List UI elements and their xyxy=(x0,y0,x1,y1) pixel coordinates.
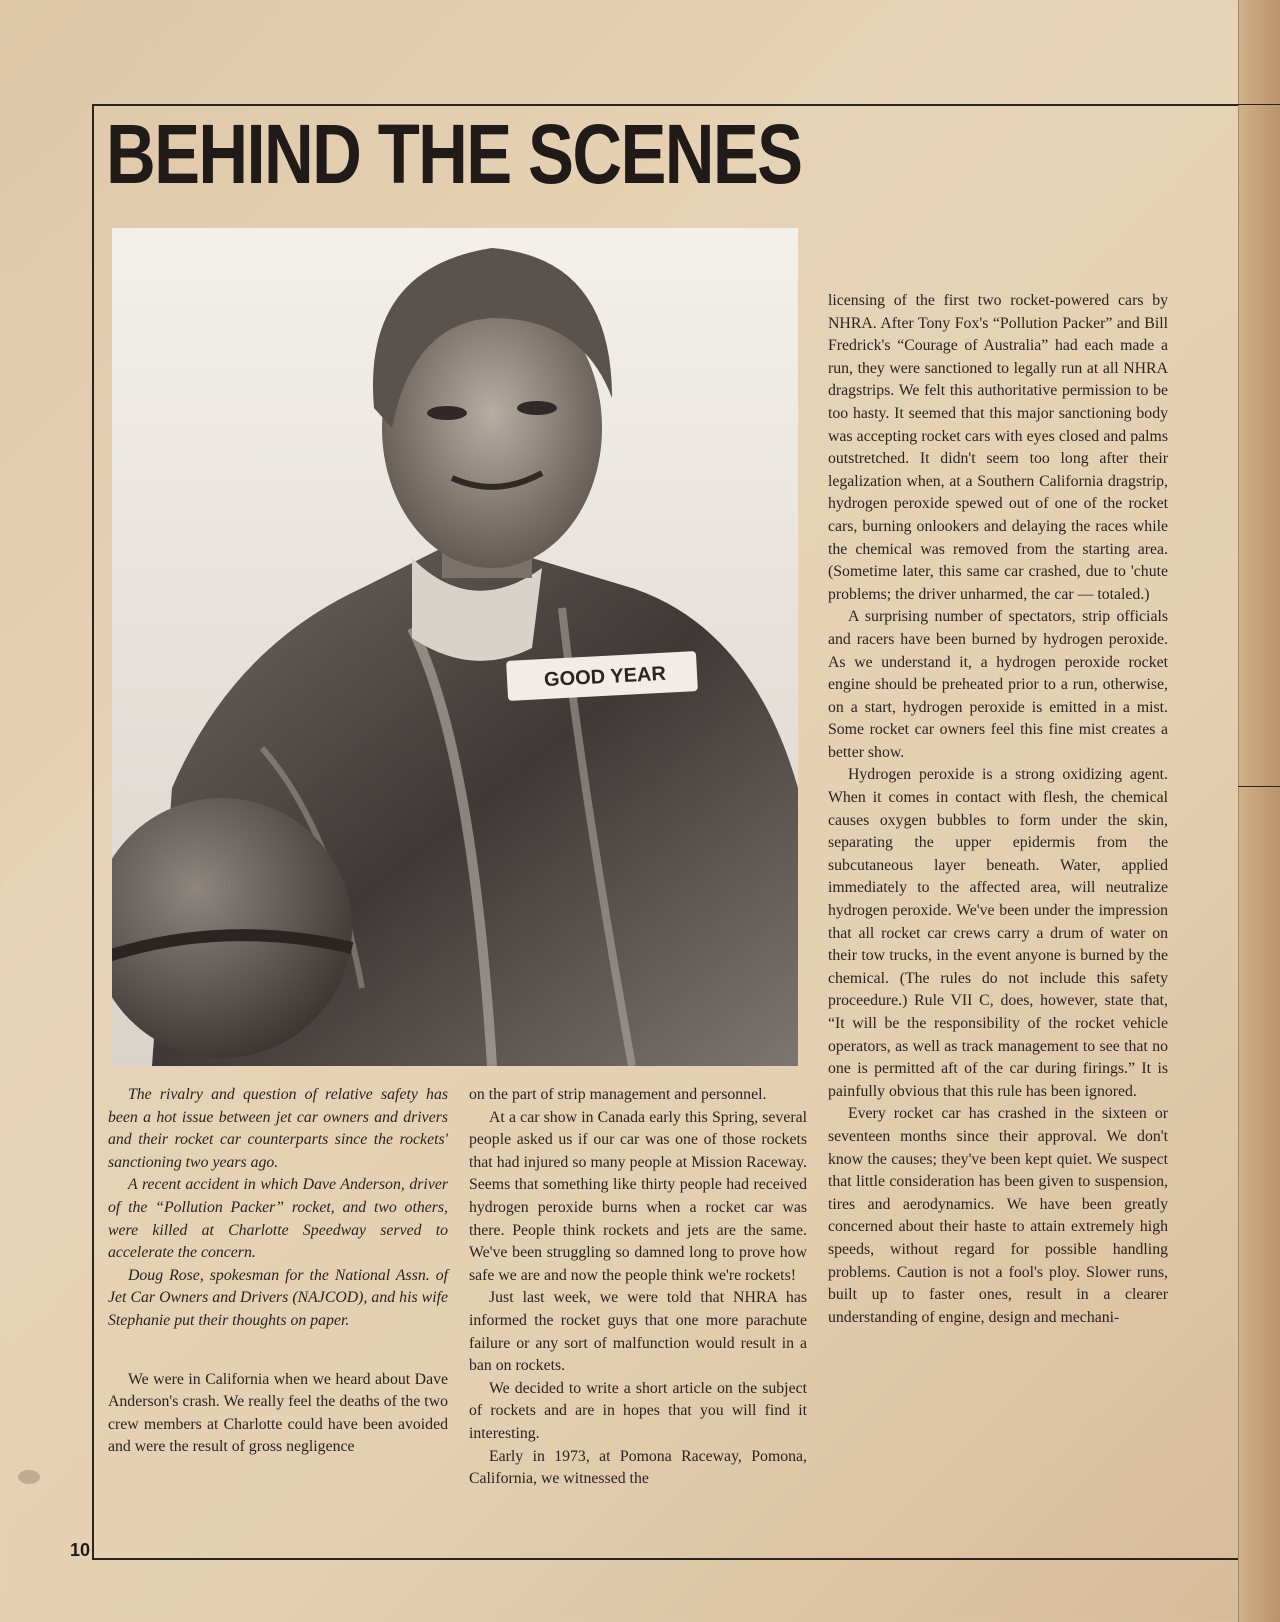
body-paragraph: Hydrogen peroxide is a strong oxidizing agent. When it comes in contact with flesh, the chemical causes oxygen bubbles to form under the skin, separating the upper epidermis from the subcutaneous layer beneath. Water, applied immediately to the affected area, will neutralize hydrogen peroxide. We've been under the impression that all rocket car crews carry a drum of water on their tow trucks, in the event anyone is burned by the chemical. (The rules do not include this safety proceedure.) Rule VII C, does, however, state that, “It will be the responsibility of the rocket vehicle operators, as well as track management to see that no one is permitted aft of the car during firings.” It is painfully obvious that this rule has been ignored. xyxy=(828,766,1168,1100)
article-column-3 xyxy=(828,290,1168,1329)
goodyear-patch: GOOD YEAR xyxy=(543,662,667,692)
body-paragraph-continued: on the part of strip management and personnel. xyxy=(469,1086,767,1103)
body-paragraph: Just last week, we were told that NHRA has informed the rocket guys that one more parachute failure or any sort of malfunction would result in a ban on rockets. xyxy=(469,1289,807,1375)
page-number: 10 xyxy=(70,1540,91,1560)
edge-rule-top xyxy=(1238,104,1280,105)
body-paragraph: Every rocket car has crashed in the sixteen or seventeen months since their approval. We don't know the causes; they've been kept quiet. We suspect that little consideration has been given to suspension, tires and aerodynamics. We have been greatly concerned about their haste to attain extremely high speeds, without regard for possible handling problems. Caution is not a fool's ploy. Slower runs, built up to faster ones, result in a clearer understanding of engine, design and mechani- xyxy=(828,1105,1168,1326)
left-rule xyxy=(92,104,94,1560)
body-paragraph-continued: licensing of the first two rocket-powered cars by NHRA. After Tony Fox's “Pollution Packer” and Bill Fredrick's “Courage of Australia” had each made a run, they were sanctioned to legally run at all NHRA dragstrips. We felt this authoritative permission to be too hasty. It seemed that this major sanctioning body was accepting rocket cars with eyes closed and palms outstretched. It didn't seem too long after their legalization when, at a Southern California dragstrip, hydrogen peroxide spewed out of one of the rocket cars, burning onlookers and delaying the races while the chemical was removed from the starting area. (Sometime later, this same car crashed, due to 'chute problems; the driver unharmed, the car — totaled.) xyxy=(828,292,1168,603)
top-rule xyxy=(92,104,1238,106)
intro-paragraph: A recent accident in which Dave Anderson, driver of the “Pollution Packer” rocket, and two others, were killed at Charlotte Speedway served to accelerate the concern. xyxy=(108,1176,448,1262)
body-paragraph: A surprising number of spectators, strip officials and racers have been burned by hydrogen peroxide. As we understand it, a hydrogen peroxide rocket engine should be preheated prior to a run, otherwise, on a start, hydrogen peroxide is emitted in a mist. Some rocket car owners feel this fine mist creates a better show. xyxy=(828,608,1168,761)
article-column-1 xyxy=(108,1084,448,1459)
intro-paragraph: The rivalry and question of relative safety has been a hot issue between jet car owners and drivers and their rocket car counterparts since the rockets' sanctioning two years ago. xyxy=(108,1086,448,1171)
page-title: BEHIND THE SCENES xyxy=(106,107,802,201)
edge-rule-mid xyxy=(1238,786,1280,787)
article-intro xyxy=(108,1084,448,1333)
body-paragraph: We decided to write a short article on the subject of rockets and are in hopes that you will find it interesting. xyxy=(469,1379,807,1442)
body-paragraph: Early in 1973, at Pomona Raceway, Pomona, California, we witnessed the xyxy=(469,1447,807,1488)
bottom-rule xyxy=(92,1558,1238,1560)
body-paragraph: We were in California when we heard about Dave Anderson's crash. We really feel the deaths of the two crew members at Charlotte could have been avoided and were the result of gross negligence xyxy=(108,1370,448,1456)
intro-paragraph: Doug Rose, spokesman for the National Assn. of Jet Car Owners and Drivers (NAJCOD), and his wife Stephanie put their thoughts on paper. xyxy=(108,1266,448,1329)
driver-portrait-photo xyxy=(112,228,798,1066)
article-column-2 xyxy=(469,1084,807,1491)
ink-smudge xyxy=(18,1470,40,1484)
next-page-edge xyxy=(1238,0,1280,1622)
body-paragraph: At a car show in Canada early this Spring, several people asked us if our car was one of those rockets that had injured so many people at Mission Raceway. Seems that something like thirty people had received hydrogen peroxide burns when a rocket car was there. People think rockets and jets are the same. We've been struggling so damned long to prove how safe we are and now the people think we're rockets! xyxy=(469,1108,807,1284)
